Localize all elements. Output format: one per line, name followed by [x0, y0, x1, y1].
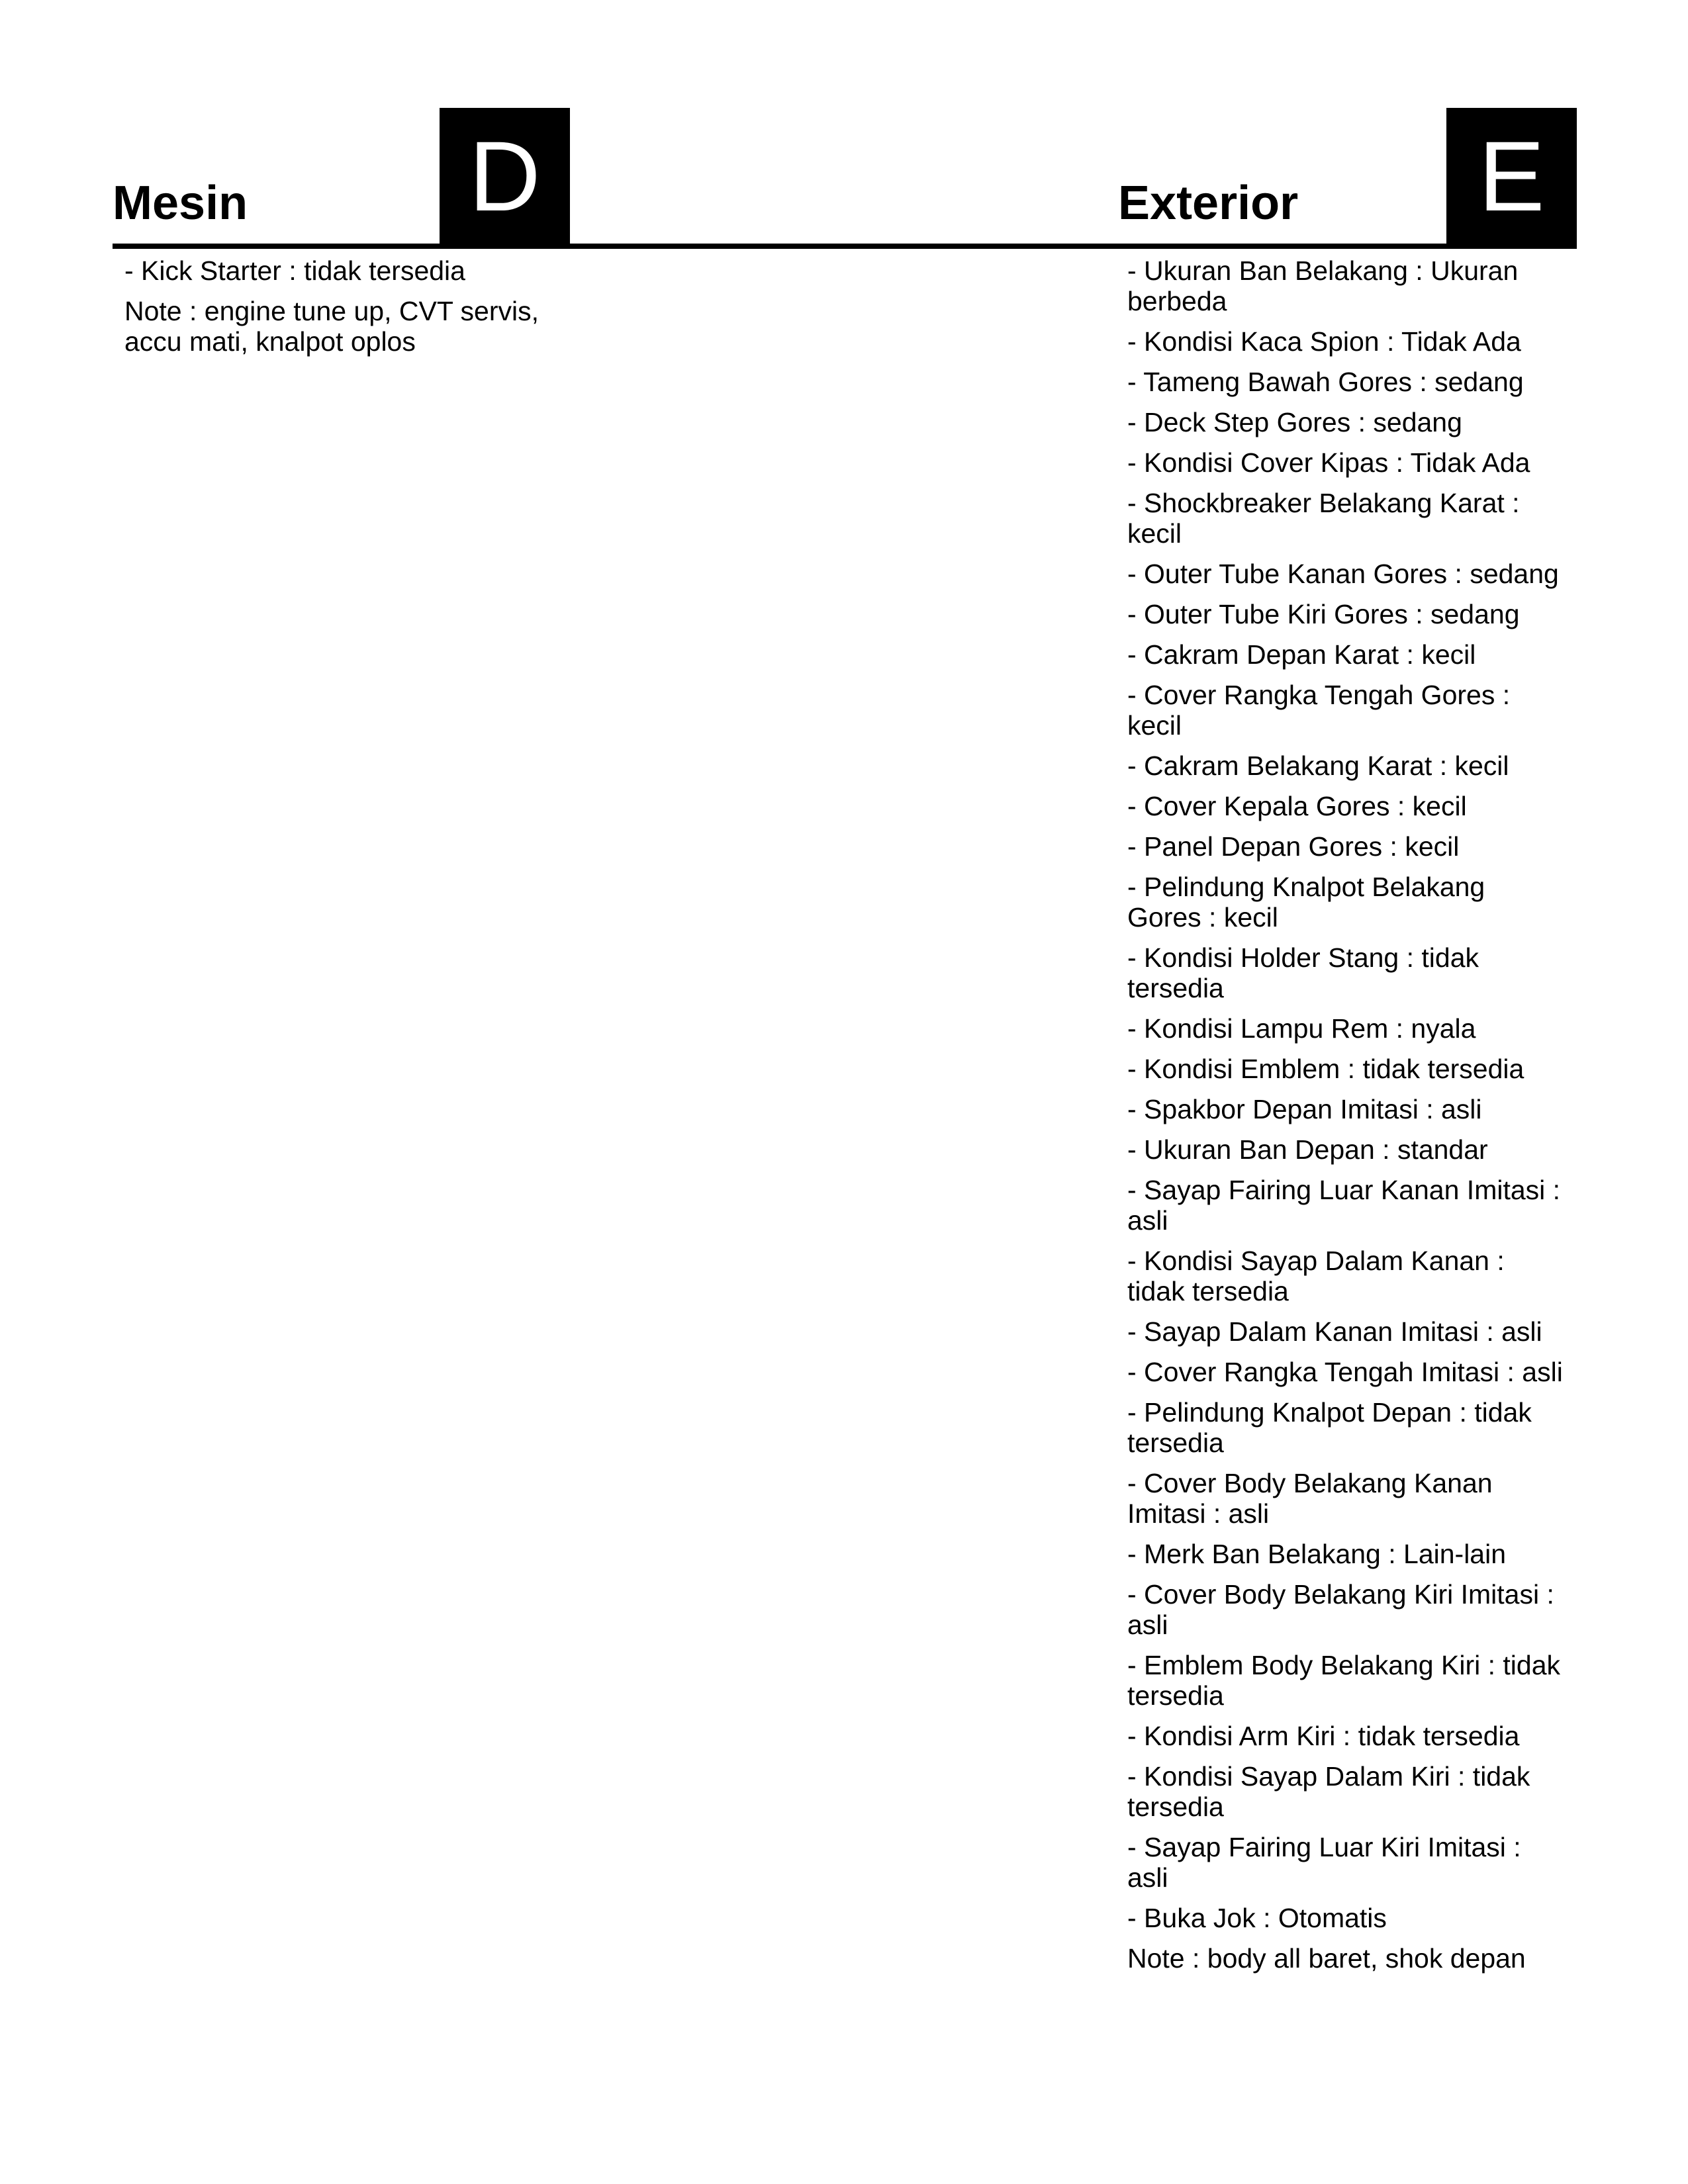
list-item: - Merk Ban Belakang : Lain-lain	[1127, 1539, 1507, 1569]
list-item: - Sayap Fairing Luar Kiri Imitasi : asli	[1127, 1832, 1521, 1893]
list-item: - Spakbor Depan Imitasi : asli	[1127, 1094, 1482, 1124]
list-item: - Cakram Belakang Karat : kecil	[1127, 751, 1509, 781]
list-item: - Kondisi Emblem : tidak tersedia	[1127, 1054, 1524, 1084]
list-item: - Kick Starter : tidak tersedia	[124, 255, 465, 286]
list-item: - Tameng Bawah Gores : sedang	[1127, 367, 1524, 397]
list-item: - Cakram Depan Karat : kecil	[1127, 639, 1476, 670]
list-item: - Kondisi Cover Kipas : Tidak Ada	[1127, 447, 1530, 478]
section-letter-d: D	[440, 108, 570, 245]
list-item: - Pelindung Knalpot Depan : tidak tersedia	[1127, 1397, 1532, 1458]
list-item: Note : body all baret, shok depan	[1127, 1943, 1526, 1974]
list-item: - Shockbreaker Belakang Karat : kecil	[1127, 488, 1520, 549]
list-item: Note : engine tune up, CVT servis, accu mati, knalpot oplos	[124, 296, 539, 357]
exterior-items-list	[1127, 255, 1564, 1983]
list-item: - Cover Kepala Gores : kecil	[1127, 791, 1467, 821]
mesin-items-list	[124, 255, 588, 367]
header-divider	[113, 244, 1577, 249]
list-item: - Kondisi Sayap Dalam Kiri : tidak tersedia	[1127, 1761, 1530, 1822]
list-item: - Kondisi Holder Stang : tidak tersedia	[1127, 942, 1479, 1003]
section-title-mesin: Mesin	[113, 177, 248, 230]
list-item: - Sayap Fairing Luar Kanan Imitasi : asli	[1127, 1175, 1561, 1236]
list-item: - Ukuran Ban Belakang : Ukuran berbeda	[1127, 255, 1519, 316]
list-item: - Kondisi Sayap Dalam Kanan : tidak tersedia	[1127, 1246, 1505, 1306]
list-item: - Pelindung Knalpot Belakang Gores : kecil	[1127, 872, 1485, 933]
section-letter-e: E	[1446, 108, 1577, 245]
list-item: - Cover Rangka Tengah Imitasi : asli	[1127, 1357, 1563, 1387]
list-item: - Cover Body Belakang Kiri Imitasi : asli	[1127, 1579, 1554, 1640]
list-item: - Deck Step Gores : sedang	[1127, 407, 1462, 437]
list-item: - Emblem Body Belakang Kiri : tidak tersedia	[1127, 1650, 1560, 1711]
list-item: - Panel Depan Gores : kecil	[1127, 831, 1460, 862]
list-item: - Ukuran Ban Depan : standar	[1127, 1134, 1488, 1165]
list-item: - Outer Tube Kiri Gores : sedang	[1127, 599, 1520, 629]
list-item: - Kondisi Lampu Rem : nyala	[1127, 1013, 1476, 1044]
list-item: - Kondisi Arm Kiri : tidak tersedia	[1127, 1721, 1520, 1751]
list-item: - Sayap Dalam Kanan Imitasi : asli	[1127, 1316, 1542, 1347]
list-item: - Cover Rangka Tengah Gores : kecil	[1127, 680, 1511, 741]
list-item: - Outer Tube Kanan Gores : sedang	[1127, 559, 1559, 589]
list-item: - Kondisi Kaca Spion : Tidak Ada	[1127, 326, 1521, 357]
section-title-exterior: Exterior	[1118, 177, 1299, 230]
list-item: - Cover Body Belakang Kanan Imitasi : asli	[1127, 1468, 1493, 1529]
list-item: - Buka Jok : Otomatis	[1127, 1903, 1387, 1933]
